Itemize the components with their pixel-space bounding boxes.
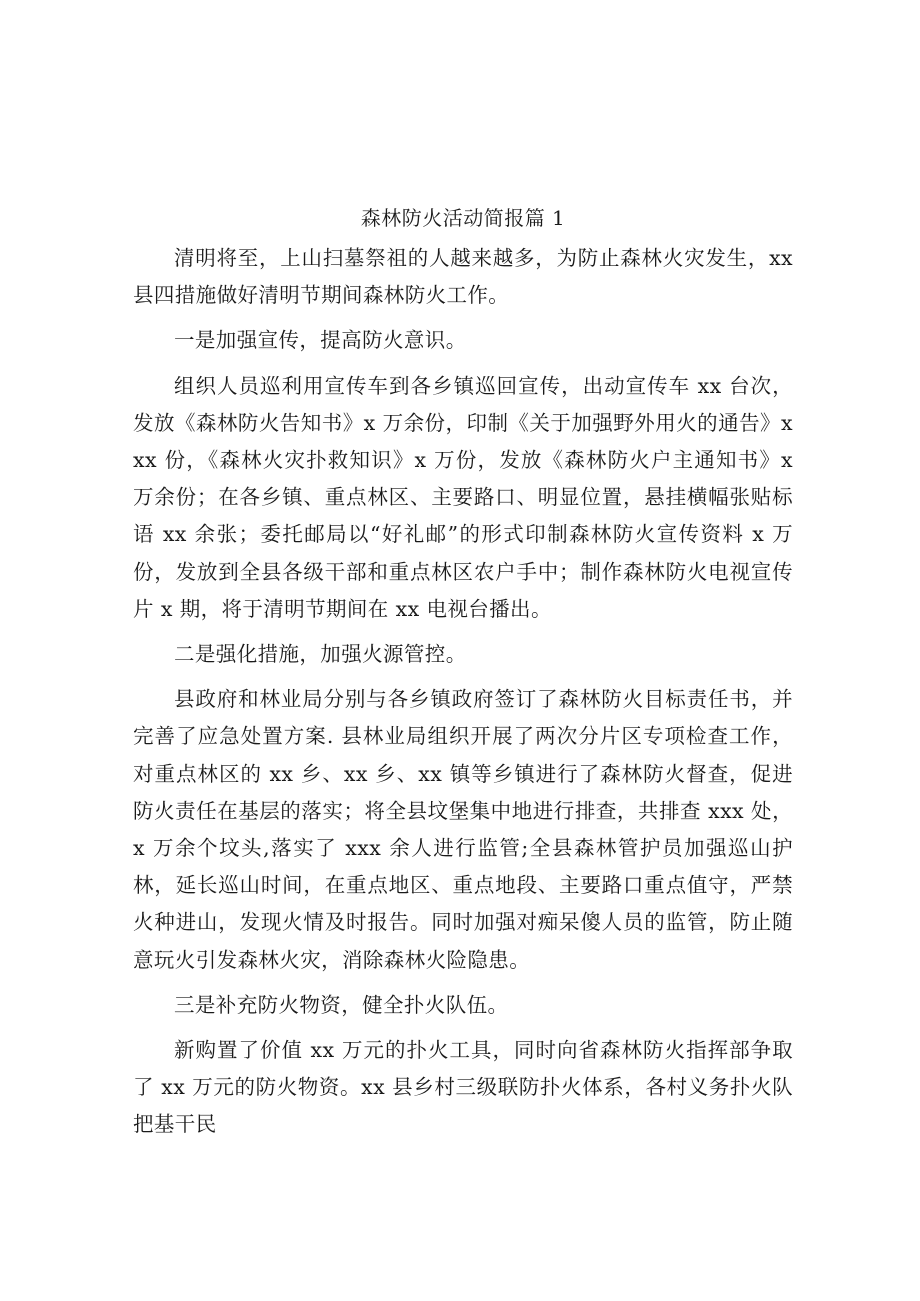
document-title: 森林防火活动简报篇 1 — [360, 206, 566, 230]
section-heading-3: 三是补充防火物资，健全扑火队伍。 — [174, 992, 509, 1017]
section-heading-2: 二是强化措施，加强火源管控。 — [174, 642, 467, 667]
paragraph-supplies: 新购置了价值 xx 万元的扑火工具，同时向省森林防火指挥部争取了 xx 万元的防火物资。xx 县乡村三级联防扑火体系，各村义务扑火队把基干民 — [133, 1038, 793, 1137]
section-heading-1: 一是加强宣传，提高防火意识。 — [174, 328, 467, 353]
document-page — [133, 198, 793, 1152]
paragraph-publicity: 组织人员巡利用宣传车到各乡镇巡回宣传，出动宣传车 xx 台次，发放《森林防火告知书》x 万余份，印制《关于加强野外用火的通告》xxx 份，《森林火灾扑救知识》x 万份，发放《森林防火户主通知书》x 万余份；在各乡镇、重点林区、主要路口、明显位置，悬挂横幅张贴标语 xx 余张；委托邮局以“好礼邮”的形式印制森林防火宣传资料 x 万份，发放到全县各级干部和重点林区农户手中；制作森林防火电视宣传片 x 期，将于清明节期间在 xx 电视台播出。 — [133, 373, 793, 621]
paragraph-intro: 清明将至，上山扫墓祭祖的人越来越多，为防止森林火灾发生，xx 县四措施做好清明节期间森林防火工作。 — [133, 246, 793, 308]
paragraph-measures: 县政府和林业局分别与各乡镇政府签订了森林防火目标责任书，并完善了应急处置方案. 县林业局组织开展了两次分片区专项检查工作，对重点林区的 xx 乡、xx 乡、xx 镇等乡镇进行了森林防火督查，促进防火责任在基层的落实；将全县坟堡集中地进行排查，共排查 xxx 处，x 万余个坟头,落实了 xxx 余人进行监管;全县森林管护员加强巡山护林，延长巡山时间，在重点地区、重点地段、主要路口重点值守，严禁火种进山，发现火情及时报告。同时加强对痴呆傻人员的监管，防止随意玩火引发森林火灾，消除森林火险隐患。 — [133, 687, 793, 972]
